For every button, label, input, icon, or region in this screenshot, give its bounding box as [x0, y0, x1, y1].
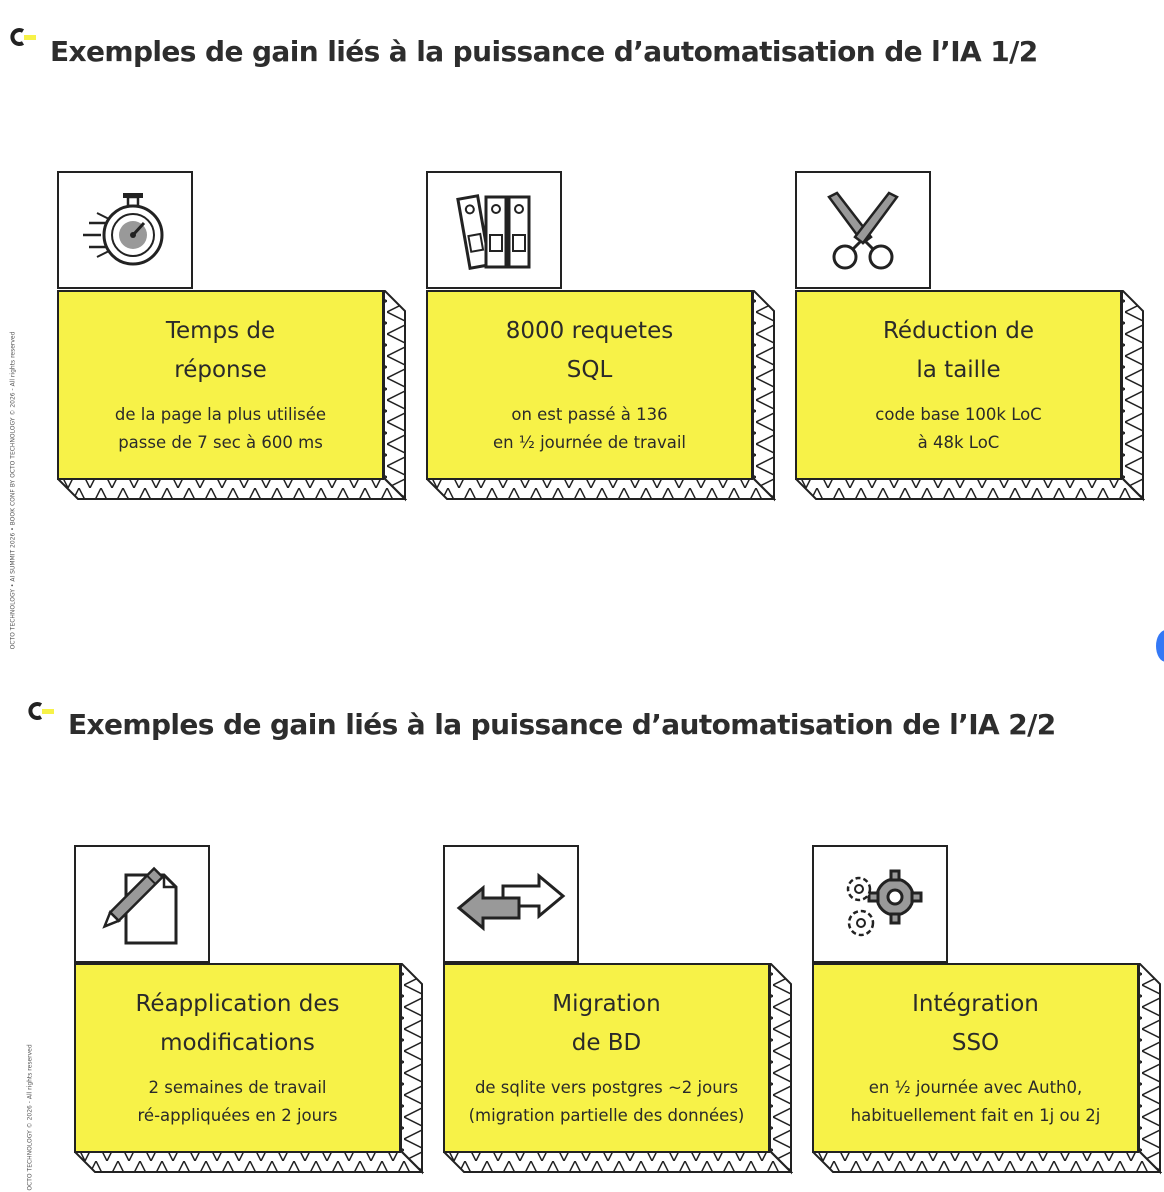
card-description: de la page la plus utilisée passe de 7 sec à 600 ms	[114, 405, 327, 452]
card-yellow-panel	[426, 290, 753, 480]
stopwatch-icon	[57, 171, 193, 289]
card-yellow-panel	[812, 963, 1139, 1153]
card-yellow-panel	[795, 290, 1122, 480]
card-yellow-panel	[443, 963, 770, 1153]
document-pen-icon	[74, 845, 210, 963]
octo-logo	[10, 26, 40, 50]
swap-arrows-icon	[443, 845, 579, 963]
copyright-text: OCTO TECHNOLOGY • AI SUMMIT 2026 • BOOK CONF BY OCTO TECHNOLOGY © 2026 - All rights reserved	[9, 331, 17, 649]
card-title: Réduction de la taille	[882, 318, 1035, 383]
card-description: de sqlite vers postgres ~2 jours (migration partielle des données)	[468, 1078, 745, 1125]
slide-title: Exemples de gain liés à la puissance d’automatisation de l’IA 2/2	[68, 708, 1056, 741]
card-title: Réapplication des modifications	[135, 991, 340, 1056]
card-title: 8000 requetes SQL	[505, 318, 674, 383]
card-description: 2 semaines de travail ré-appliquées en 2 jours	[137, 1078, 338, 1125]
card-description: on est passé à 136 en ½ journée de travail	[492, 405, 686, 452]
card-description: en ½ journée avec Auth0, habituellement fait en 1j ou 2j	[850, 1078, 1101, 1125]
binders-icon	[426, 171, 562, 289]
gears-icon	[812, 845, 948, 963]
copyright-text: OCTO TECHNOLOGY © 2026 - All rights reserved	[26, 1043, 34, 1191]
card-title: Intégration SSO	[912, 991, 1039, 1056]
card-yellow-panel	[57, 290, 384, 480]
octo-logo	[28, 700, 58, 724]
floating-action-button[interactable]	[1156, 630, 1164, 662]
card-title: Migration de BD	[552, 991, 661, 1056]
card-yellow-panel	[74, 963, 401, 1153]
card-title: Temps de réponse	[165, 318, 276, 383]
slide-title: Exemples de gain liés à la puissance d’automatisation de l’IA 1/2	[50, 35, 1038, 68]
card-description: code base 100k LoC à 48k LoC	[875, 405, 1042, 452]
scissors-icon	[795, 171, 931, 289]
